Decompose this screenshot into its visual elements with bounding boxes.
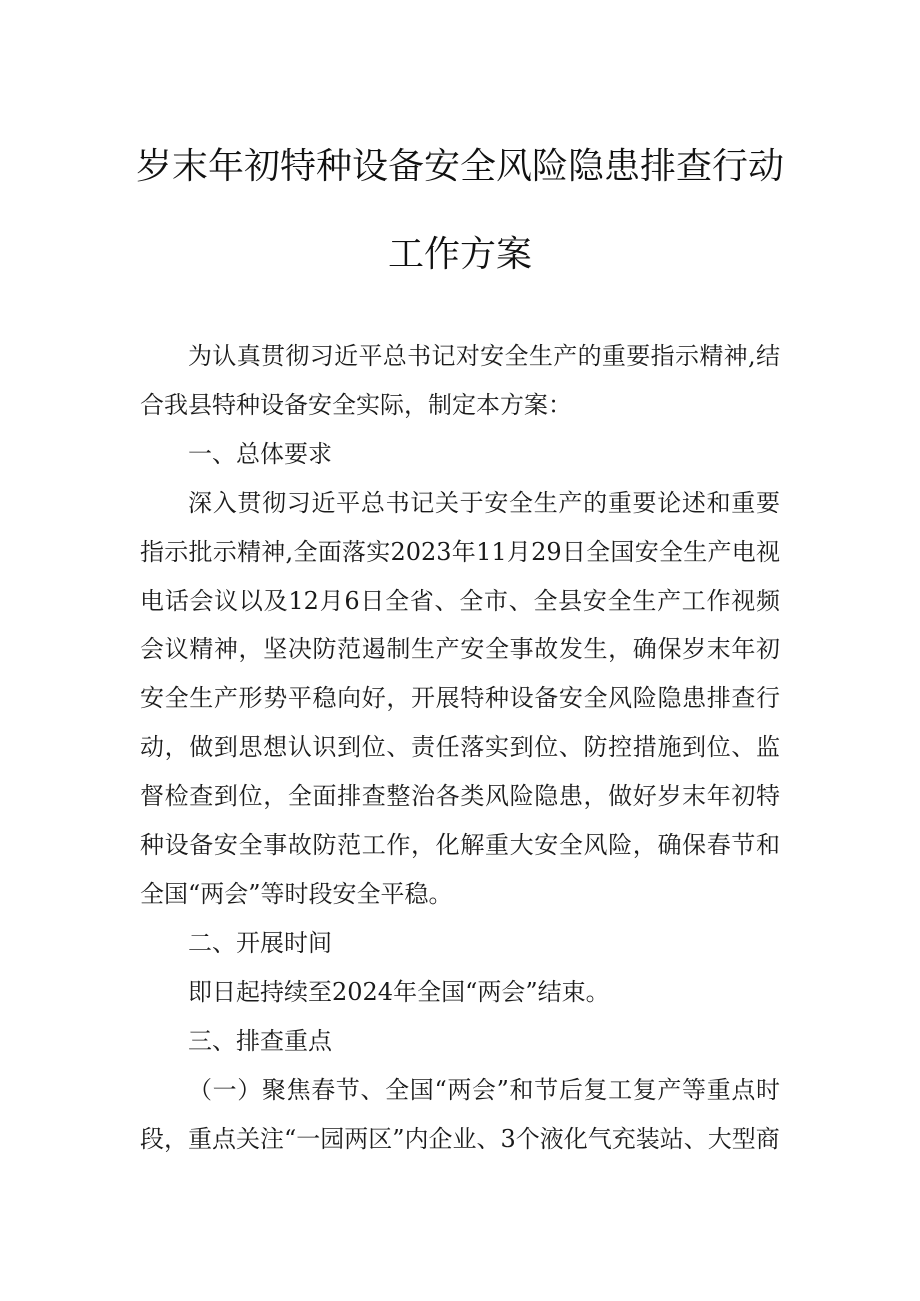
general-requirements-paragraph: 深入贯彻习近平总书记关于安全生产的重要论述和重要指示批示精神,全面落实2023年11月29日全国安全生产电视电话会议以及12月6日全省、全市、全县安全生产工作视频会议精神，坚决防范遏制生产安全事故发生，确保岁末年初安全生产形势平稳向好，开展特种设备安全风险隐患排查行动，做到思想认识到位、责任落实到位、防控措施到位、监督检查到位，全面排查整治各类风险隐患，做好岁末年初特种设备安全事故防范工作，化解重大安全风险，确保春节和全国“两会”等时段安全平稳。 <box>140 488 780 908</box>
schedule-paragraph: 即日起持续至2024年全国“两会”结束。 <box>188 977 610 1006</box>
document-title-line-2: 工作方案 <box>387 234 532 275</box>
section-heading-general-requirements: 一、总体要求 <box>188 439 332 468</box>
document-title-line-1: 岁末年初特种设备安全风险隐患排查行动 <box>135 146 784 187</box>
inspection-focus-paragraph: （一）聚焦春节、全国“两会”和节后复工复产等重点时段，重点关注“一园两区”内企业、3个液化气充装站、大型商 <box>140 1075 780 1153</box>
intro-paragraph: 为认真贯彻习近平总书记对安全生产的重要指示精神,结合我县特种设备安全实际，制定本方案： <box>140 342 780 419</box>
section-heading-inspection-focus: 三、排查重点 <box>188 1026 332 1055</box>
document-body <box>140 332 780 1163</box>
section-heading-schedule: 二、开展时间 <box>188 928 332 957</box>
